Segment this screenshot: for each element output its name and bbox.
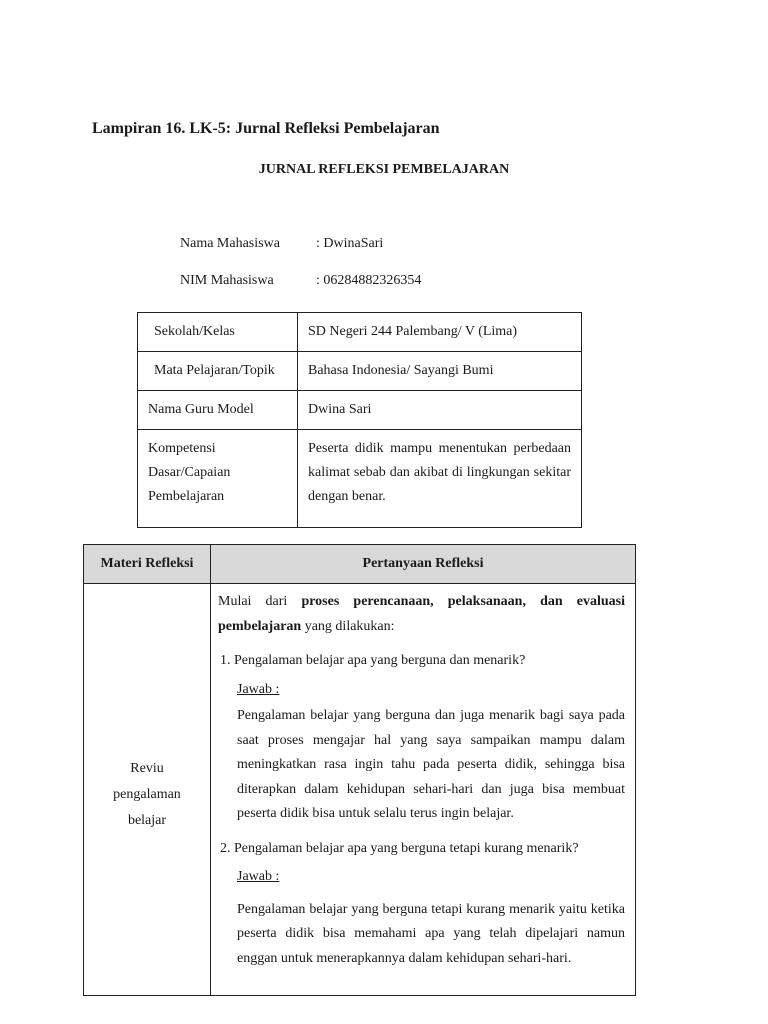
info-label: Kompetensi Dasar/Capaian Pembelajaran — [138, 430, 298, 528]
student-name-value: : DwinaSari — [316, 236, 384, 251]
question-1: 1. Pengalaman belajar apa yang berguna dan menarik? — [220, 653, 526, 668]
answer-label-2: Jawab : — [237, 869, 280, 884]
info-table — [137, 312, 582, 528]
info-label: Mata Pelajaran/Topik — [138, 352, 298, 391]
info-value: Dwina Sari — [298, 391, 582, 430]
reflection-header-row — [84, 545, 636, 584]
info-label: Nama Guru Model — [138, 391, 298, 430]
info-value: Peserta didik mampu menentukan perbedaan kalimat sebab dan akibat di lingkungan sekitar dengan benar. — [298, 430, 582, 528]
info-row-competency — [138, 430, 582, 528]
info-row-subject — [138, 352, 582, 391]
info-row-school — [138, 313, 582, 352]
info-label: Sekolah/Kelas — [138, 313, 298, 352]
info-value: Bahasa Indonesia/ Sayangi Bumi — [298, 352, 582, 391]
reflection-table — [83, 544, 636, 996]
student-name-label: Nama Mahasiswa — [180, 236, 280, 251]
info-value: SD Negeri 244 Palembang/ V (Lima) — [298, 313, 582, 352]
document-title: JURNAL REFLEKSI PEMBELAJARAN — [258, 162, 510, 177]
info-row-teacher — [138, 391, 582, 430]
student-nim-value: : 06284882326354 — [316, 273, 422, 288]
intro-text: Mulai dari proses perencanaan, pelaksanaan, dan evaluasi pembelajaran yang dilakukan: — [218, 594, 625, 634]
column-header-question: Pertanyaan Refleksi — [211, 545, 636, 584]
material-text: Reviu pengalaman belajar — [113, 760, 181, 828]
appendix-title: Lampiran 16. LK-5: Jurnal Refleksi Pembelajaran — [92, 120, 440, 137]
question-cell — [211, 584, 636, 996]
answer-1: Pengalaman belajar yang berguna dan juga menarik bagi saya pada saat proses mengajar hal yang saya sampaikan mampu dalam meningkatkan rasa ingin tahu pada peserta didik, sehingga bisa diterapkan dalam kehidupan sehari-hari dan juga bisa membuat peserta didik bisa untuk selalu terus ingin belajar. — [237, 708, 625, 821]
answer-label-1: Jawab : — [237, 681, 280, 697]
material-cell — [84, 584, 211, 996]
student-nim-label: NIM Mahasiswa — [180, 273, 274, 288]
reflection-row — [84, 584, 636, 996]
column-header-material: Materi Refleksi — [84, 545, 211, 584]
question-2: 2. Pengalaman belajar apa yang berguna tetapi kurang menarik? — [220, 840, 579, 856]
answer-2: Pengalaman belajar yang berguna tetapi kurang menarik yaitu ketika peserta didik bisa memahami apa yang telah dipelajari namun enggan untuk menerapkannya dalam kehidupan sehari-hari. — [237, 901, 625, 966]
